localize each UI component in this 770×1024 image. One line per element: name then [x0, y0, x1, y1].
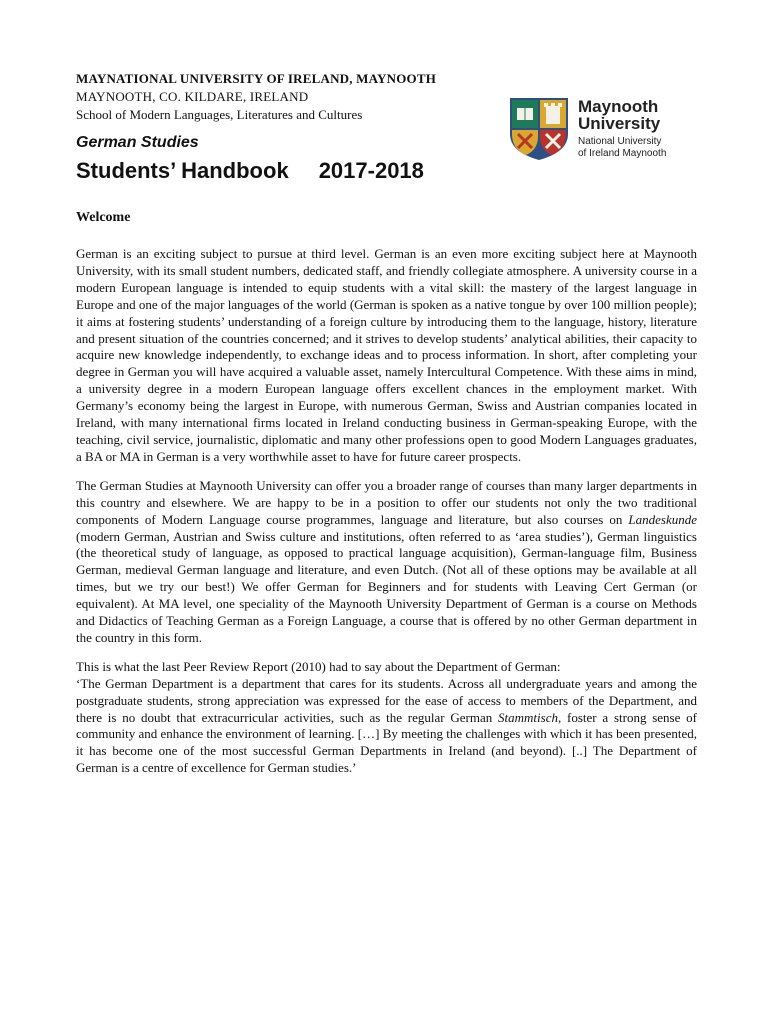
landeskunde-term: Landeskunde	[628, 511, 697, 527]
peer-review-intro: This is what the last Peer Review Report (2010) had to say about the Department of German:	[76, 658, 561, 674]
peer-review-quote-part2: , foster a strong sense of community and enhance the environment of learning. […] By meeting the challenges with which it has been presented, it has become one of the most successful German Departments in Ireland (and beyond). [..] The Department of German is a centre of excellence for German studies.’	[76, 709, 697, 776]
peer-review-quote-part1: ‘The German Department is a department that cares for its students. Across all undergraduate years and among the postgraduate students, strong appreciation was expressed for the ease of access to members of the Department, and there is no doubt that extracurricular activities, such as the regular German	[76, 675, 697, 725]
subject-heading: German Studies	[76, 134, 199, 151]
page-title	[76, 158, 424, 184]
logo-name-line2: University	[578, 114, 661, 133]
academic-year: 2017-2018	[318, 158, 424, 183]
logo-name-line1: Maynooth	[578, 97, 659, 116]
logo-sub-line2: of Ireland Maynooth	[578, 148, 667, 159]
school-name: School of Modern Languages, Literatures and Cultures	[76, 107, 363, 122]
university-logo-text	[578, 98, 666, 160]
paragraph-peer-review	[76, 659, 697, 777]
body-text	[76, 246, 697, 789]
paragraph-courses-part1: The German Studies at Maynooth University can offer you a broader range of courses than many larger departments in this country and elsewhere. We are happy to be in a position to offer our students not only the two traditional components of Modern Language course programmes, language and literature, but also courses on	[76, 477, 697, 527]
paragraph-courses	[76, 478, 697, 647]
institution-name: MAYNATIONAL UNIVERSITY OF IRELAND, MAYNOOTH	[76, 71, 437, 86]
handbook-title: Students’ Handbook	[76, 158, 289, 183]
paragraph-intro: German is an exciting subject to pursue at third level. German is an even more exciting subject here at Maynooth University, with its small student numbers, dedicated staff, and friendly collegiate atmosphere. A university course in a modern European language is intended to equip students with a vital skill: the mastery of the largest language in Europe and one of the major languages of the world (German is spoken as a native tongue by over 100 million people); it aims at fostering students’ understanding of a foreign culture by introducing them to the language, history, literature and present situation of the countries concerned; and it strives to develop students’ analytical abilities, their capacity to acquire new knowledge independently, to exchange ideas and to process information. In short, after completing your degree in German you will have acquired a valuable asset, namely Intercultural Competence. With these aims in mind, a university degree in a modern European language offers excellent chances in the employment market. With Germany’s economy being the largest in Europe, with numerous German, Swiss and Austrian companies located in Ireland, with many international firms located in Ireland conducting business in German-speaking Europe, with the teaching, civil service, journalistic, diplomatic and many other professions open to good Modern Languages graduates, a BA or MA in German is a very worthwhile asset to have for future career prospects.	[76, 246, 697, 464]
paragraph-courses-part2: (modern German, Austrian and Swiss culture and institutions, often referred to as ‘area studies’), German linguistics (the theoretical study of language, as opposed to practical language acquisition), German-language film, Business German, medieval German language and literature, and even Dutch. (Not all of these options may be available at all times, but we try our best!) We offer German for Beginners and for students with Leaving Cert German (or equivalent). At MA level, one speciality of the Maynooth University Department of German is a course on Methods and Didactics of Teaching German as a Foreign Language, a course that is offered by no other German department in the country in this form.	[76, 528, 697, 645]
stammtisch-term: Stammtisch	[498, 709, 558, 725]
logo-sub-line1: National University	[578, 136, 662, 147]
institution-address: MAYNOOTH, CO. KILDARE, IRELAND	[76, 89, 309, 104]
welcome-heading: Welcome	[76, 210, 131, 225]
institution-block	[76, 70, 496, 124]
